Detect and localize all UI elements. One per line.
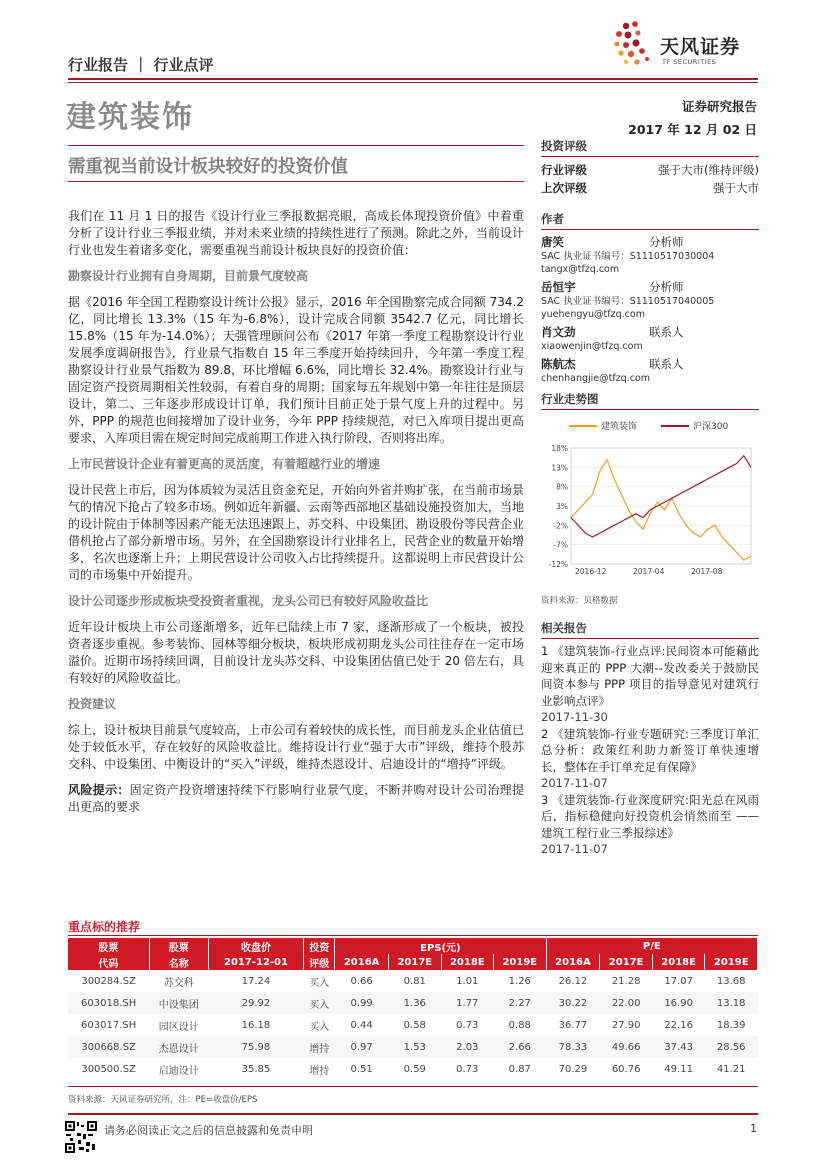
table-subheader-cell: 2019E <box>705 954 758 970</box>
table-cell: 41.21 <box>716 1063 746 1075</box>
trend-chart <box>541 414 759 592</box>
table-cell: 603017.SH <box>81 1019 137 1031</box>
table-cell: 0.88 <box>508 1019 531 1031</box>
table-cell: 49.66 <box>600 1036 653 1058</box>
series-line-2 <box>571 456 751 537</box>
table-cell: 1.01 <box>456 975 479 987</box>
table-cell: 37.43 <box>652 1036 705 1058</box>
author-cert: SAC 执业证书编号：S1110517040005 <box>541 296 715 307</box>
x-tick-label: 2016-12 <box>575 567 607 576</box>
author-name-row <box>541 279 759 295</box>
table-cell: 22.16 <box>664 1019 693 1031</box>
table-subheader-cell: 2017E <box>600 954 653 970</box>
table-cell: 买入 <box>309 1021 330 1033</box>
table-cell: 0.51 <box>350 1063 373 1075</box>
author-role: 分析师 <box>649 280 684 294</box>
legend-label: 沪深300 <box>693 422 729 432</box>
table-cell: 2.27 <box>494 992 547 1014</box>
author-name: 肖文劲 <box>541 325 576 339</box>
table-cell: 0.73 <box>456 1019 479 1031</box>
author-name-row <box>541 234 759 250</box>
author-role: 分析师 <box>649 235 684 249</box>
table-cell: 60.76 <box>611 1063 641 1075</box>
table-cell: 杰恩设计 <box>149 1036 208 1058</box>
table-cell: 16.90 <box>652 992 705 1014</box>
related-report-title[interactable]: 3 《建筑装饰-行业深度研究:阳光总在风雨后，指标稳健向好投资机会悄然而至 ——建筑工程行业三季报综述》 <box>541 792 759 840</box>
table-cell: 园区设计 <box>158 1021 199 1033</box>
table-cell: 49.11 <box>664 1063 693 1075</box>
section-heading-advice: 投资建议 <box>68 697 117 711</box>
author-role: 联系人 <box>649 357 684 371</box>
author-entry <box>541 324 759 353</box>
table-subheader-cell: 2019E <box>494 954 547 970</box>
table-cell: 17.07 <box>664 975 693 987</box>
table-cell: 增持 <box>309 1065 330 1077</box>
y-tick-label: 13% <box>551 463 568 473</box>
table-cell: 0.87 <box>508 1063 531 1075</box>
table-subheader-cell: 2016A <box>335 954 389 970</box>
brand-logo <box>612 20 762 70</box>
table-cell: 13.68 <box>716 975 746 987</box>
table-body <box>68 970 758 1080</box>
y-tick-label: -12% <box>548 560 568 569</box>
table-row <box>68 992 758 1014</box>
related-report-date: 2017-11-30 <box>541 710 608 724</box>
author-entry <box>541 279 759 321</box>
table-cell: 0.81 <box>403 975 426 987</box>
rating-row-industry <box>541 161 759 179</box>
report-date: 2017 年 12 月 02 日 <box>628 122 757 137</box>
table-header-row-2 <box>68 954 758 970</box>
tf-logo-icon <box>612 20 658 66</box>
footer-disclaimer: 请务必阅读正文之后的信息披露和免责申明 <box>104 1124 313 1137</box>
related-section-title: 相关报告 <box>541 620 759 639</box>
table-subheader-cell: 2018E <box>652 954 705 970</box>
rating-value: 强于大市(维持评级) <box>658 163 759 177</box>
author-entry <box>541 234 759 276</box>
author-email[interactable]: xiaowenjin@tfzq.com <box>541 341 643 352</box>
table-cell: 2.03 <box>441 1036 494 1058</box>
table-cell: 2.66 <box>494 1036 547 1058</box>
rating-key: 行业评级 <box>541 163 587 177</box>
table-cell: 27.90 <box>611 1019 641 1031</box>
author-name: 岳恒宇 <box>541 280 576 294</box>
table-subheader-cell: 名称 <box>149 954 208 970</box>
table-header-cell: 收盘价 <box>208 938 304 954</box>
header-rule <box>68 78 758 80</box>
table-cell: 22.00 <box>600 992 653 1014</box>
table-cell: 26.12 <box>558 975 588 987</box>
table-subheader-cell: 2016A <box>546 954 600 970</box>
table-cell: 启迪设计 <box>158 1065 199 1077</box>
table-cell: 0.59 <box>403 1063 426 1075</box>
table-subheader-cell: 代码 <box>68 954 149 970</box>
author-entry <box>541 356 759 385</box>
paragraph-private: 设计民营上市后，因为体质较为灵活且资金充足，开始向外省并购扩张，在当前市场景气的情况下抢占了较多市场。例如近年新疆、云南等西部地区基础设施投资加大，当地的设计院由于体制等因素产能无法迅速跟上，苏交科、中设集团、勘设股份等民营企业借机抢占了部分新增市场。另外，在全国勘察设计行业排名上，民营企业的数量开始增多，名次也逐渐上升；上期民营设计公司收入占比持续提升。这都说明上市民营设计公司的市场集中开始提升。 <box>68 483 525 582</box>
rating-key: 上次评级 <box>541 181 587 195</box>
table-row <box>68 1036 758 1058</box>
table-cell: 36.77 <box>558 1019 588 1031</box>
paragraph-sector: 近年设计板块上市公司逐渐增多，近年已陆续上市 7 家，逐渐形成了一个板块，被投资者逐步重视。参考装饰、园林等细分板块，板块形成初期龙头公司往往存在一定市场溢价。近期市场持续回调，目前设计龙头苏交科、中设集团估值已处于 20 倍左右，具有较好的风险收益比。 <box>68 620 525 685</box>
table-cell: 300284.SZ <box>81 975 136 987</box>
table-cell: 21.28 <box>611 975 641 987</box>
table-cell: 1.36 <box>389 992 442 1014</box>
table-subheader-cell: 2018E <box>441 954 494 970</box>
table-cell: 35.85 <box>241 1063 271 1075</box>
headline-rule-top <box>68 145 524 146</box>
table-row <box>68 1014 758 1036</box>
paragraph-advice: 综上，设计板块目前景气度较高，上市公司有着较快的成长性，而目前龙头企业估值已处于较低水平，存在较好的风险收益比。维持设计行业“强于大市”评级，维持个股苏交科、中设集团、中衡设计的“买入”评级，维持杰恩设计、启迪设计的“增持”评级。 <box>68 723 525 771</box>
related-report-title[interactable]: 1 《建筑装饰-行业点评:民间资本可能藉此迎来真正的 PPP 大潮--发改委关于鼓励民间资本参与 PPP 项目的指导意见对建筑行业影响点评》 <box>541 644 759 708</box>
y-tick-label: 3% <box>556 502 568 511</box>
y-tick-label: 8% <box>556 482 568 492</box>
chart-source: 资料来源：贝格数据 <box>541 596 618 606</box>
table-cell: 78.33 <box>546 1036 600 1058</box>
table-title: 重点标的推荐 <box>68 920 141 934</box>
author-name: 唐笑 <box>541 235 564 249</box>
table-cell: 买入 <box>309 977 330 989</box>
table-header-cell: 投资 <box>304 938 335 954</box>
qr-code-icon <box>64 1120 98 1154</box>
table-cell: 30.22 <box>546 992 600 1014</box>
author-cert: SAC 执业证书编号：S1110517030004 <box>541 251 715 262</box>
y-tick-label: 18% <box>551 444 568 453</box>
author-email[interactable]: tangx@tfzq.com <box>541 264 620 275</box>
paragraph-cycle: 据《2016 年全国工程勘察设计统计公报》显示，2016 年全国勘察完成合同额 734.2 亿，同比增长 13.3%（15 年为-6.8%），设计完成合同额 3542.7 亿元，同比增长 15.8%（15 年为-14.0%）；天强管理顾问公布《2017 年第一季度工程勘察设计行业发展季度调研报告》，行业景气指数自 15 年三季度开始持续回升，今年第一季度工程勘察设计行业景气指数为 89.8，环比增幅 6.6%，同比增长 32.4%。勘察设计行业与固定资产投资周期相关性较弱，有着自身的周期；国家每五年规划中第一年往往是顶层设计，第二、三年逐步形成设计订单，我们预计目前正处于景气度上升的过程中。另外，PPP 的规范也间接增加了设计业务，今年 PPP 持续规范，对已入库项目提出更高要求，入库项目需在规定时间完成前期工作进入执行阶段，否则将出库。 <box>68 295 525 445</box>
section-heading-sector: 设计公司逐步形成板块受投资者重视，龙头公司已有较好风险收益比 <box>68 594 429 608</box>
table-cell: 17.24 <box>241 975 271 987</box>
related-report-title[interactable]: 2 《建筑装饰-行业专题研究:三季度订单汇总分析：政策红利助力新签订单快速增长，整体在手订单充足有保障》 <box>541 726 759 774</box>
industry-title: 建筑装饰 <box>66 100 194 135</box>
brand-english: TF SECURITIES <box>662 58 717 66</box>
rating-section-title: 投资评级 <box>541 138 759 157</box>
table-cell: 75.98 <box>208 1036 304 1058</box>
table-header-row-1 <box>68 938 758 954</box>
table-subheader-cell: 2017E <box>389 954 442 970</box>
author-name-row <box>541 324 759 340</box>
related-report-date: 2017-11-07 <box>541 842 608 856</box>
table-cell: 0.99 <box>335 992 389 1014</box>
table-cell: 0.66 <box>350 975 373 987</box>
risk-paragraph <box>68 782 524 816</box>
related-report-date: 2017-11-07 <box>541 776 608 790</box>
table-cell: 13.18 <box>705 992 758 1014</box>
table-row <box>68 970 758 992</box>
related-reports <box>541 643 759 858</box>
trend-chart-svg <box>541 414 759 584</box>
risk-label: 风险提示： <box>68 783 130 797</box>
section-heading-private: 上市民营设计企业有着更高的灵活度，有着超越行业的增速 <box>68 457 381 471</box>
table-subheader-cell: 评级 <box>304 954 335 970</box>
footer-rule <box>68 1113 758 1115</box>
author-name-row <box>541 356 759 372</box>
headline: 需重视当前设计板块较好的投资价值 <box>68 157 348 177</box>
table-cell: 29.92 <box>208 992 304 1014</box>
x-tick-label: 2017-04 <box>633 567 665 576</box>
table-cell: 300500.SZ <box>81 1063 136 1075</box>
x-tick-label: 2017-08 <box>691 567 723 576</box>
table-cell: 1.26 <box>508 975 531 987</box>
author-name: 陈航杰 <box>541 357 576 371</box>
headline-rule-bottom <box>68 181 524 182</box>
report-label: 证券研究报告 <box>681 99 757 114</box>
table-cell: 增持 <box>304 1036 335 1058</box>
table-row <box>68 1058 758 1080</box>
trend-section-title: 行业走势图 <box>541 391 759 410</box>
table-bottom-rule <box>68 1086 758 1087</box>
section-heading-cycle: 勘察设计行业拥有自身周期，目前景气度较高 <box>68 269 309 283</box>
table-header-cell: EPS(元) <box>335 938 546 954</box>
table-cell: 16.18 <box>241 1019 271 1031</box>
table-cell: 300668.SZ <box>68 1036 149 1058</box>
table-cell: 0.58 <box>403 1019 426 1031</box>
risk-text: 固定资产投资增速持续下行影响行业景气度，不断并购对设计公司治理提出更高的要求 <box>68 783 524 814</box>
table-cell: 买入 <box>304 992 335 1014</box>
table-cell: 70.29 <box>558 1063 588 1075</box>
stocks-table <box>68 938 758 1080</box>
rating-row-previous <box>541 179 759 197</box>
main-body <box>68 208 524 825</box>
table-cell: 1.77 <box>441 992 494 1014</box>
header-rule-thin <box>68 82 758 83</box>
table-cell: 中设集团 <box>149 992 208 1014</box>
author-role: 联系人 <box>649 325 684 339</box>
table-rule <box>68 935 758 936</box>
authors-list <box>541 234 759 385</box>
table-cell: 0.97 <box>335 1036 389 1058</box>
intro-paragraph: 我们在 11 月 1 日的报告《设计行业三季报数据亮眼，高成长体现投资价值》中着重分析了设计行业三季报业绩，并对未来业绩的持续性进行了预测。除此之外，当前设计行业也发生着诸多变化，需要重视当前设计板块良好的投资价值： <box>68 209 525 257</box>
report-type: 行业报告 ｜ 行业点评 <box>68 56 214 74</box>
y-tick-label: -2% <box>553 521 568 531</box>
table-header-cell: P/E <box>546 938 757 954</box>
table-cell: 28.56 <box>705 1036 758 1058</box>
author-email[interactable]: chenhangjie@tfzq.com <box>541 373 651 384</box>
table-cell: 0.73 <box>456 1063 479 1075</box>
table-cell: 1.53 <box>389 1036 442 1058</box>
rating-value: 强于大市 <box>713 181 759 195</box>
sidebar <box>541 138 759 858</box>
brand-name: 天风证券 <box>660 36 741 58</box>
table-header-cell: 股票 <box>68 938 149 954</box>
authors-section-title: 作者 <box>541 211 759 230</box>
table-header-cell: 股票 <box>149 938 208 954</box>
table-subheader-cell: 2017-12-01 <box>208 954 304 970</box>
table-cell: 603018.SH <box>68 992 149 1014</box>
legend-label: 建筑装饰 <box>601 422 638 432</box>
table-note: 资料来源：天风证券研究所，注：PE=收盘价/EPS <box>68 1095 258 1105</box>
table-cell: 0.44 <box>350 1019 373 1031</box>
table-cell: 18.39 <box>716 1019 746 1031</box>
series-line-1 <box>571 460 751 560</box>
y-tick-label: -7% <box>553 540 568 550</box>
author-email[interactable]: yuehengyu@tfzq.com <box>541 309 645 320</box>
page-number: 1 <box>750 1122 757 1135</box>
table-cell: 苏交科 <box>163 977 194 989</box>
